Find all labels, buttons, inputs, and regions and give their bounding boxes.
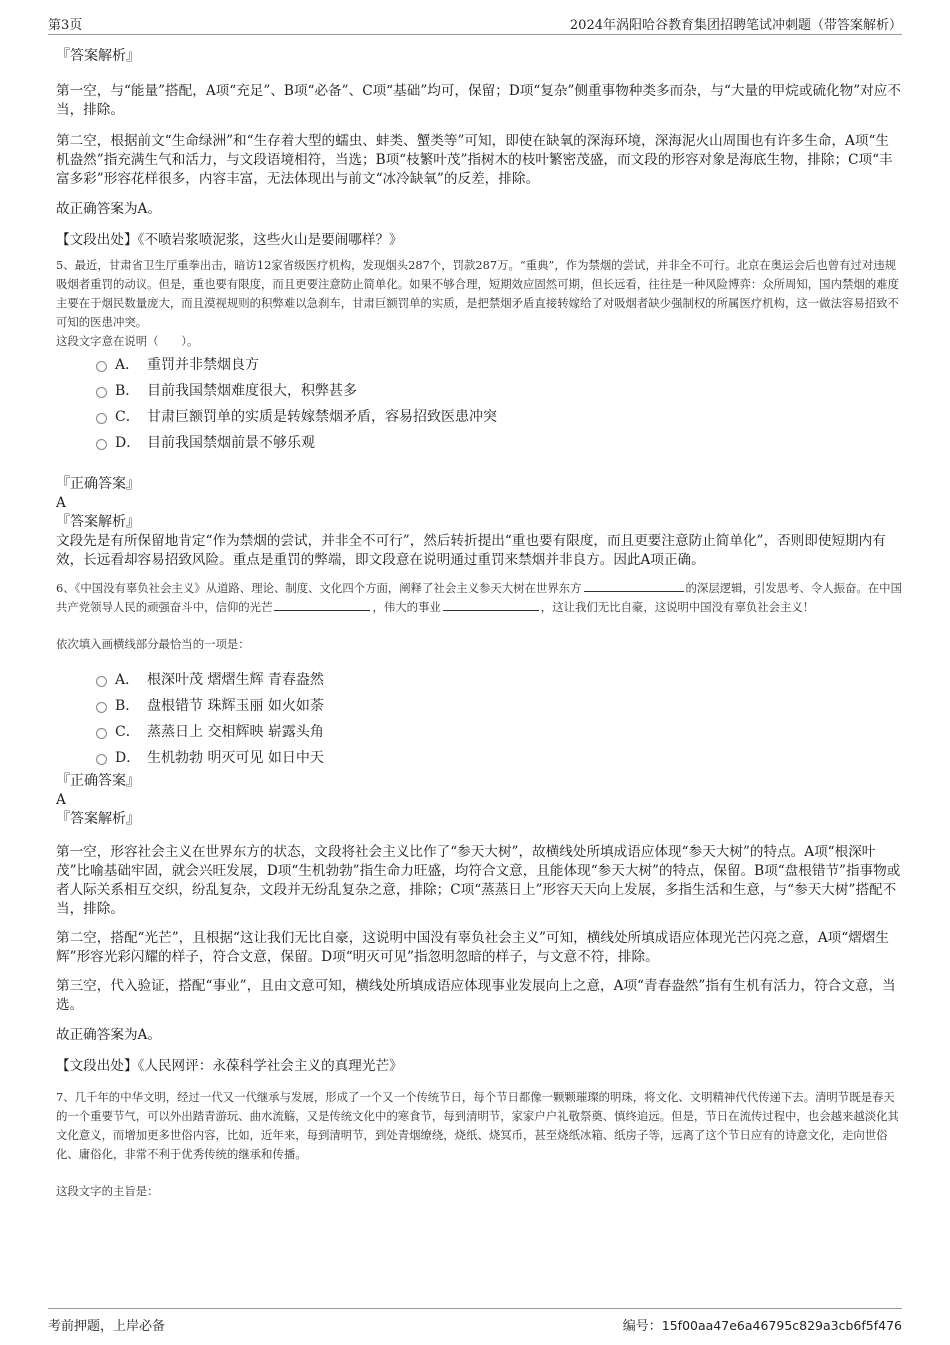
question-5 xyxy=(56,256,902,570)
radio-icon[interactable] xyxy=(96,728,107,739)
correct-answer: A xyxy=(56,495,66,511)
source: 【文段出处】《不喷岩浆喷泥浆，这些火山是要闹哪样？》 xyxy=(56,232,403,248)
question-stem: 7、几千年的中华文明，经过一代又一代继承与发展，形成了一个又一个传统节日，每个节日都像一颗颗璀璨的明珠，将文化、文明精神代代传递下去。清明节既是春天的一个重要节气，可以外出踏青游玩、曲水流觞，又是传统文化中的寒食节，每到清明节，家家户户礼敬祭奠、慎终追远。但是，节日在流传过程中，也会越来越淡化其文化意义，而增加更多世俗内容，比如，近年来，每到清明节，到处青烟缭绕，烧纸、烧冥币，甚至烧纸冰箱、纸房子等，远离了这个节日应有的诗意文化，走向世俗化、庸俗化，非常不利于优秀传统的继承和传播。 xyxy=(56,1090,899,1161)
option-c[interactable]: C． 蒸蒸日上 交相辉映 崭露头角 xyxy=(96,718,902,744)
fill-blank-2[interactable] xyxy=(274,598,370,611)
fill-blank-1[interactable] xyxy=(584,579,684,592)
radio-icon[interactable] xyxy=(96,676,107,687)
question-6 xyxy=(56,579,902,1076)
answer-title: 『正确答案』 xyxy=(56,476,140,492)
document-title: 2024年涡阳哈谷教育集团招聘笔试冲刺题（带答案解析） xyxy=(569,18,902,33)
radio-icon[interactable] xyxy=(96,413,107,424)
question-stem: 6、《中国没有辜负社会主义》从道路、理论、制度、文化四个方面，阐释了社会主义参天大树在世界东方 的深层逻辑，引发思考、令人振奋。在中国共产党领导人民的顽强奋斗中，信仰的光芒 ，伟大的事业 ，这让我们无比自豪，这说明中国没有辜负社会主义！ xyxy=(56,581,902,614)
option-a[interactable]: A． 根深叶茂 熠熠生辉 青春盎然 xyxy=(96,666,902,692)
document-code: 15f00aa47e6a46795c829a3cb6f5f476 xyxy=(661,1318,902,1333)
conclusion: 故正确答案为A。 xyxy=(56,201,161,217)
footer-slogan: 考前押题，上岸必备 xyxy=(48,1319,166,1334)
page-footer xyxy=(48,1308,902,1334)
question-prompt: 这段文字的主旨是： xyxy=(56,1184,159,1198)
q4-analysis xyxy=(56,47,902,250)
question-7 xyxy=(56,1088,902,1201)
analysis-para: 第三空，代入验证，搭配“事业”，且由文意可知，横线处所填成语应体现事业发展向上之意，A项“青春盎然”指有生机有活力，符合文意，当选。 xyxy=(56,978,896,1013)
option-d[interactable]: D． 目前我国禁烟前景不够乐观 xyxy=(96,429,902,455)
page-number: 第3页 xyxy=(48,18,83,33)
analysis-para: 第一空，形容社会主义在世界东方的状态，文段将社会主义比作了“参天大树”，故横线处所填成语应体现“参天大树”的特点。A项“根深叶茂”比喻基础牢固，就会兴旺发展，D项“生机勃勃”指生命力旺盛，均符合文意，且能体现“参天大树”的特点，保留。B项“盘根错节”指事物或者人际关系相互交织，纷乱复杂，文段并无纷乱复杂之意，排除；C项“蒸蒸日上”形容天天向上发展，多指生活和生意，与“参天大树”搭配不当，排除。 xyxy=(56,844,901,917)
fill-blank-3[interactable] xyxy=(443,598,539,611)
correct-answer: A xyxy=(56,792,66,808)
analysis-title: 『答案解析』 xyxy=(56,514,140,530)
option-d[interactable]: D． 生机勃勃 明灭可见 如日中天 xyxy=(96,744,902,770)
question-prompt: 这段文字意在说明（ ）。 xyxy=(56,334,199,348)
page-header xyxy=(48,14,902,35)
analysis-para: 第二空，搭配“光芒”，且根据“这让我们无比自豪，这说明中国没有辜负社会主义”可知，横线处所填成语应体现光芒闪亮之意，A项“熠熠生辉”形容光彩闪耀的样子，符合文意，保留。D项“明灭可见”指忽明忽暗的样子，与文意不符，排除。 xyxy=(56,930,889,965)
page-content xyxy=(56,44,902,1201)
conclusion: 故正确答案为A。 xyxy=(56,1027,161,1043)
question-stem: 5、最近，甘肃省卫生厅重拳出击，暗访12家省级医疗机构，发现烟头287个，罚款287万。“重典”，作为禁烟的尝试，并非全不可行。北京在奥运会后也曾有过对违规吸烟者重罚的动议。但是，重也要有限度，而且更要注意防止简单化。如果不够合理，短期效应固然可期，但长远看，往往是一种风险博弈：众所周知，国内禁烟的难度主要在于烟民数量庞大，而且漠视规则的积弊难以急刹车，甘肃巨额罚单的实质，是把禁烟矛盾直接转嫁给了对吸烟者缺少强制权的所属医疗机构，这一做法容易招致不可知的医患冲突。 xyxy=(56,258,899,329)
option-c[interactable]: C． 甘肃巨额罚单的实质是转嫁禁烟矛盾，容易招致医患冲突 xyxy=(96,403,902,429)
option-b[interactable]: B． 盘根错节 珠辉玉丽 如火如荼 xyxy=(96,692,902,718)
radio-icon[interactable] xyxy=(96,439,107,450)
radio-icon[interactable] xyxy=(96,702,107,713)
analysis-para: 第二空，根据前文“生命绿洲”和“生存着大型的蠕虫、蚌类、蟹类等”可知，即使在缺氧的深海环境，深海泥火山周围也有许多生命，A项“生机盎然”指充满生气和活力，与文段语境相符，当选；B项“枝繁叶茂”指树木的枝叶繁密茂盛，而文段的形容对象是海底生物，排除；C项“丰富多彩”形容花样很多，内容丰富，无法体现出与前文“冰冷缺氧”的反差，排除。 xyxy=(56,133,893,187)
option-b[interactable]: B． 目前我国禁烟难度很大，积弊甚多 xyxy=(96,377,902,403)
footer-code: 编号：15f00aa47e6a46795c829a3cb6f5f476 xyxy=(622,1318,902,1334)
radio-icon[interactable] xyxy=(96,361,107,372)
radio-icon[interactable] xyxy=(96,754,107,765)
answer-title: 『正确答案』 xyxy=(56,773,140,789)
radio-icon[interactable] xyxy=(96,387,107,398)
analysis-title: 『答案解析』 xyxy=(56,48,140,64)
analysis-para: 第一空，与“能量”搭配，A项“充足”、B项“必备”、C项“基础”均可，保留；D项“复杂”侧重事物种类多而杂，与“大量的甲烷或硫化物”对应不当，排除。 xyxy=(56,83,901,118)
analysis-title: 『答案解析』 xyxy=(56,811,140,827)
question-prompt: 依次填入画横线部分最恰当的一项是： xyxy=(56,637,250,651)
analysis-para: 文段先是有所保留地肯定“作为禁烟的尝试，并非全不可行”，然后转折提出“重也要有限度，而且更要注意防止简单化”，否则即使短期内有效，长远看却容易招致风险。重点是重罚的弊端，即文段意在说明通过重罚来禁烟并非良方。因此A项正确。 xyxy=(56,533,886,568)
option-a[interactable]: A． 重罚并非禁烟良方 xyxy=(96,351,902,377)
source: 【文段出处】《人民网评：永葆科学社会主义的真理光芒》 xyxy=(56,1058,403,1074)
